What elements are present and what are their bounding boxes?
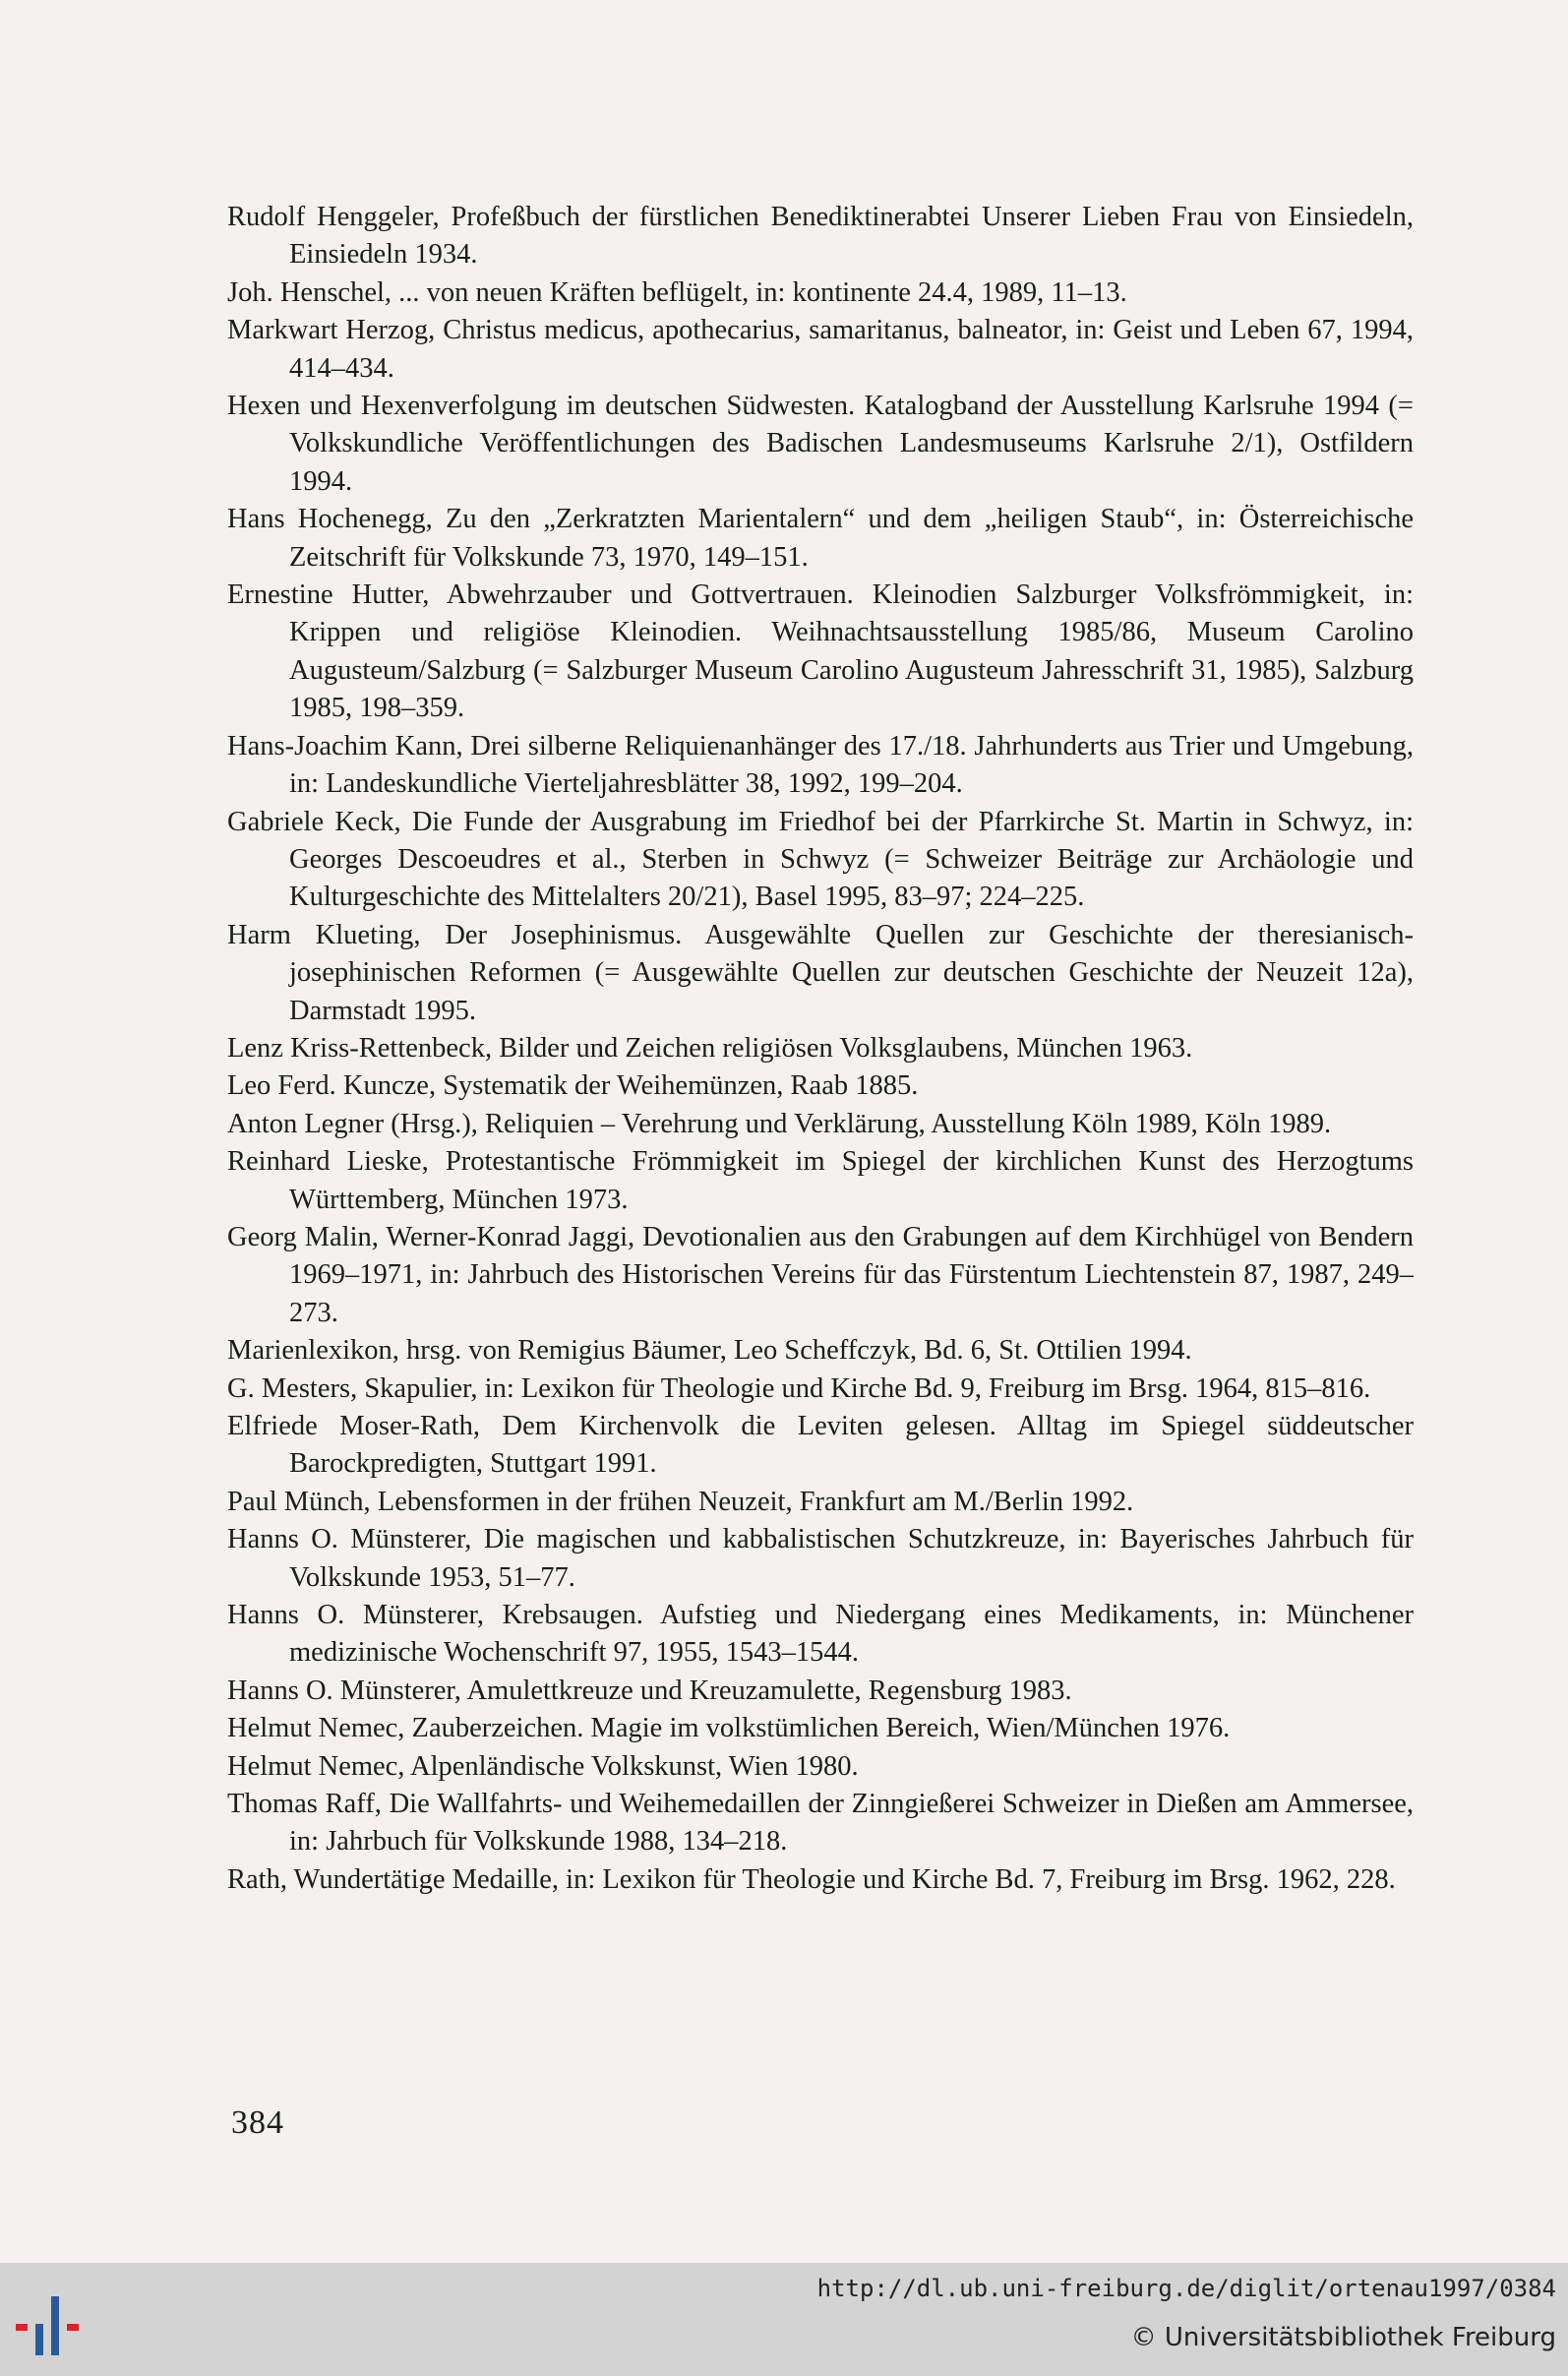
bibliography-entry: Hanns O. Münsterer, Amulettkreuze und Kreuzamulette, Regensburg 1983. [227, 1675, 1072, 1706]
bibliography-entry: Joh. Henschel, ... von neuen Kräften beflügelt, in: kontinente 24.4, 1989, 11–13. [227, 276, 1127, 308]
bibliography-entry: Harm Klueting, Der Josephinismus. Ausgewählte Quellen zur Geschichte der theresianisch-josephinischen Reformen (= Ausgewählte Quellen zur deutschen Geschichte der Neuzeit 12a), Darmstadt 1995. [227, 919, 1414, 1026]
bibliography-entry: Elfriede Moser-Rath, Dem Kirchenvolk die Leviten gelesen. Alltag im Spiegel süddeutscher Barockpredigten, Stuttgart 1991. [227, 1411, 1414, 1480]
bibliography-entry: Rath, Wundertätige Medaille, in: Lexikon für Theologie und Kirche Bd. 7, Freiburg im Brsg. 1962, 228. [227, 1863, 1396, 1895]
logo-blue-bar-tall [51, 2296, 59, 2355]
logo-red-bar-left [16, 2324, 28, 2331]
bibliography-entry: Thomas Raff, Die Wallfahrts- und Weihemedaillen der Zinngießerei Schweizer in Dießen am Ammersee, in: Jahrbuch für Volkskunde 1988, 134–218. [227, 1789, 1414, 1858]
bibliography-entry: Hanns O. Münsterer, Krebsaugen. Aufstieg und Niedergang eines Medikaments, in: Münchener medizinische Wochenschrift 97, 1955, 1543–1544. [227, 1600, 1414, 1669]
logo-red-bar-right [67, 2324, 79, 2331]
bibliography-entry: Hans-Joachim Kann, Drei silberne Reliquienanhänger des 17./18. Jahrhunderts aus Trier und Umgebung, in: Landeskundliche Vierteljahresblätter 38, 1992, 199–204. [227, 730, 1414, 800]
bibliography-entry: Anton Legner (Hrsg.), Reliquien – Verehrung und Verklärung, Ausstellung Köln 1989, Köln 1989. [227, 1108, 1332, 1139]
bibliography-entry: Hanns O. Münsterer, Die magischen und kabbalistischen Schutzkreuze, in: Bayerisches Jahrbuch für Volkskunde 1953, 51–77. [227, 1524, 1414, 1593]
bibliography-list [227, 199, 1414, 1899]
bibliography-entry: Hans Hochenegg, Zu den „Zerkratzten Marientalern“ und dem „heiligen Staub“, in: Österreichische Zeitschrift für Volkskunde 73, 1970, 149–151. [227, 504, 1414, 573]
bibliography-entry: Helmut Nemec, Alpenländische Volkskunst, Wien 1980. [227, 1750, 859, 1782]
bibliography-entry: Markwart Herzog, Christus medicus, apothecarius, samaritanus, balneator, in: Geist und Leben 67, 1994, 414–434. [227, 315, 1414, 384]
bibliography-entry: Helmut Nemec, Zauberzeichen. Magie im volkstümlichen Bereich, Wien/München 1976. [227, 1713, 1231, 1744]
page-number: 384 [231, 2104, 284, 2141]
bibliography-entry: Leo Ferd. Kuncze, Systematik der Weihemünzen, Raab 1885. [227, 1070, 919, 1102]
bibliography-entry: Georg Malin, Werner-Konrad Jaggi, Devotionalien aus den Grabungen auf dem Kirchhügel von Bendern 1969–1971, in: Jahrbuch des Historischen Vereins für das Fürstentum Liechtenstein 87, 1987, 249–273. [227, 1221, 1414, 1328]
bibliography-entry: Gabriele Keck, Die Funde der Ausgrabung im Friedhof bei der Pfarrkirche St. Martin in Schwyz, in: Georges Descoeudres et al., Sterben in Schwyz (= Schweizer Beiträge zur Archäologie und Kulturgeschichte des Mittelalters 20/21), Basel 1995, 83–97; 224–225. [227, 806, 1414, 913]
bibliography-entry: Paul Münch, Lebensformen in der frühen Neuzeit, Frankfurt am M./Berlin 1992. [227, 1486, 1134, 1517]
footer-url-link[interactable]: http://dl.ub.uni-freiburg.de/diglit/ortenau1997/0384 [816, 2275, 1556, 2302]
bibliography-entry: Ernestine Hutter, Abwehrzauber und Gottvertrauen. Kleinodien Salzburger Volksfrömmigkeit, in: Krippen und religiöse Kleinodien. Weihnachtsausstellung 1985/86, Museum Carolino Augusteum/Salzburg (= Salzburger Museum Carolino Augusteum Jahresschrift 31, 1985), Salzburg 1985, 198–359. [227, 579, 1414, 724]
bibliography-entry: Rudolf Henggeler, Profeßbuch der fürstlichen Benediktinerabtei Unserer Lieben Frau von Einsiedeln, Einsiedeln 1934. [227, 202, 1414, 271]
bibliography-entry: Reinhard Lieske, Protestantische Frömmigkeit im Spiegel der kirchlichen Kunst des Herzogtums Württemberg, München 1973. [227, 1146, 1414, 1215]
bibliography-entry: Hexen und Hexenverfolgung im deutschen Südwesten. Katalogband der Ausstellung Karlsruhe 1994 (= Volkskundliche Veröffentlichungen des Badischen Landesmuseums Karlsruhe 2/1), Ostfildern 1994. [227, 391, 1414, 497]
ub-freiburg-logo-icon [16, 2296, 98, 2355]
footer-copyright: © Universitätsbibliothek Freiburg [1130, 2323, 1556, 2352]
bibliography-entry: Marienlexikon, hrsg. von Remigius Bäumer, Leo Scheffczyk, Bd. 6, St. Ottilien 1994. [227, 1335, 1192, 1367]
logo-blue-bar-short [35, 2324, 43, 2355]
bibliography-entry: Lenz Kriss-Rettenbeck, Bilder und Zeichen religiösen Volksglaubens, München 1963. [227, 1032, 1193, 1064]
bibliography-entry: G. Mesters, Skapulier, in: Lexikon für Theologie und Kirche Bd. 9, Freiburg im Brsg. 1964, 815–816. [227, 1372, 1371, 1404]
